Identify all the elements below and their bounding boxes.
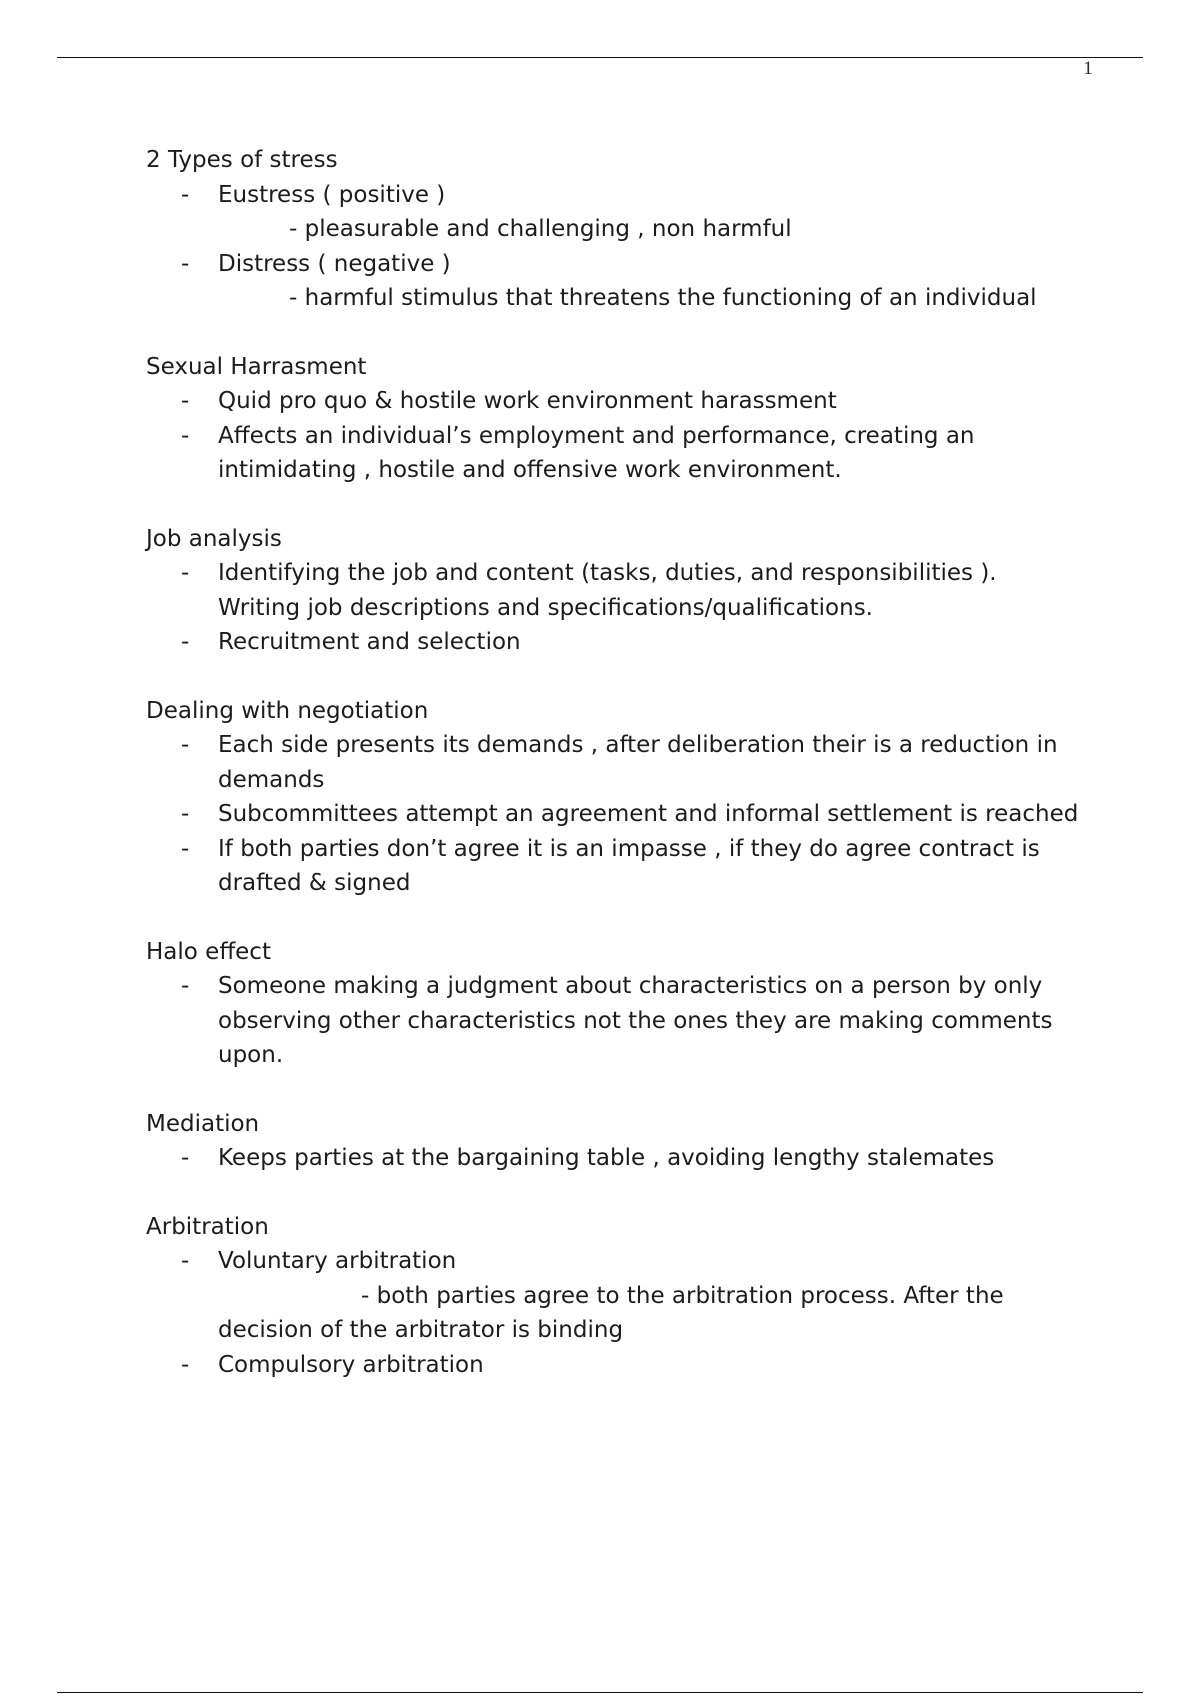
- dash-bullet: -: [181, 973, 190, 999]
- section-job-analysis: [146, 522, 1086, 660]
- list-item: [146, 1244, 1086, 1279]
- list-item-text: Subcommittees attempt an agreement and informal settlement is reached: [218, 801, 1079, 827]
- section-heading: 2 Types of stress: [146, 147, 338, 173]
- list-item: [146, 1141, 1086, 1176]
- list-item-text: Keeps parties at the bargaining table , avoiding lengthy stalemates: [218, 1145, 995, 1171]
- list-item-text: Eustress ( positive ): [218, 181, 446, 208]
- section-heading: Halo effect: [146, 938, 271, 965]
- list-item: [146, 728, 1086, 797]
- list-item: [146, 1348, 1086, 1383]
- section-heading: Sexual Harrasment: [146, 353, 367, 380]
- list-item: [146, 419, 1086, 488]
- dash-bullet: -: [181, 801, 190, 827]
- section-heading: Dealing with negotiation: [146, 697, 429, 724]
- list-item-text: Someone making a judgment about characteristics on a person by only observing other characteristics not the ones they are making comments upon.: [218, 973, 1053, 1068]
- list-item-text: Quid pro quo & hostile work environment harassment: [218, 388, 837, 414]
- dash-bullet: -: [181, 629, 190, 655]
- sub-item-text: - harmful stimulus that threatens the functioning of an individual: [289, 285, 1037, 311]
- list-item: [146, 969, 1086, 1073]
- list-item-text: If both parties don’t agree it is an impasse , if they do agree contract is drafted & signed: [218, 835, 1040, 896]
- list-item: [146, 556, 1086, 625]
- sub-item-text: - pleasurable and challenging , non harmful: [289, 216, 792, 242]
- dash-bullet: -: [181, 422, 190, 449]
- dash-bullet: -: [181, 732, 190, 758]
- section-heading: Mediation: [146, 1110, 260, 1137]
- section-mediation: [146, 1107, 1086, 1176]
- list-item-text: Recruitment and selection: [218, 629, 521, 655]
- list-item: [146, 832, 1086, 901]
- dash-bullet: -: [181, 250, 190, 277]
- section-arbitration: [146, 1210, 1086, 1383]
- page-number: 1: [1083, 58, 1093, 79]
- notes-body: [146, 143, 1086, 1416]
- list-item-text: Affects an individual’s employment and performance, creating an intimidating , hostile and offensive work environment.: [218, 422, 975, 483]
- header-rule: [57, 57, 1143, 58]
- sub-item-text: - both parties agree to the arbitration process. After the decision of the arbitrator is binding: [218, 1282, 1004, 1343]
- section-halo-effect: [146, 935, 1086, 1073]
- list-item: [146, 178, 1086, 213]
- section-heading: Job analysis: [146, 525, 282, 552]
- list-item: [146, 247, 1086, 282]
- dash-bullet: -: [181, 560, 190, 586]
- section-sexual-harrasment: [146, 350, 1086, 488]
- dash-bullet: -: [181, 1248, 190, 1274]
- dash-bullet: -: [181, 835, 190, 862]
- section-types-of-stress: [146, 143, 1086, 316]
- list-item-text: Each side presents its demands , after deliberation their is a reduction in demands: [218, 732, 1058, 793]
- list-item-text: Identifying the job and content (tasks, duties, and responsibilities ). Writing job descriptions and specifications/qualifications.: [218, 560, 997, 621]
- list-item-text: Distress ( negative ): [218, 250, 451, 277]
- list-item: [146, 384, 1086, 419]
- dash-bullet: -: [181, 1351, 190, 1378]
- list-item: [146, 625, 1086, 660]
- list-item-text: Compulsory arbitration: [218, 1351, 484, 1378]
- dash-bullet: -: [181, 181, 190, 208]
- footer-rule: [57, 1692, 1143, 1693]
- section-heading: Arbitration: [146, 1213, 269, 1240]
- dash-bullet: -: [181, 388, 190, 414]
- dash-bullet: -: [181, 1145, 190, 1171]
- section-dealing-with-negotiation: [146, 694, 1086, 901]
- list-item: [146, 797, 1086, 832]
- list-item-text: Voluntary arbitration: [218, 1248, 457, 1274]
